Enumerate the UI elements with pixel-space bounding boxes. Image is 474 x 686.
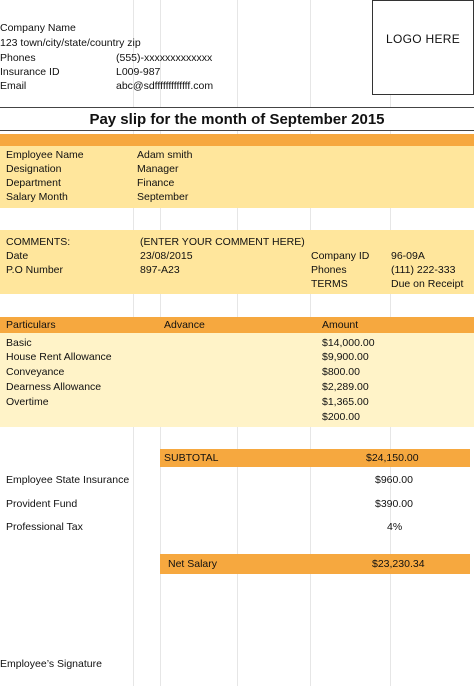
company-email-value: abc@sdfffffffffffff.com: [116, 80, 214, 92]
net-salary-label: Net Salary: [168, 558, 218, 570]
designation-value: Manager: [137, 163, 179, 175]
particular-hra-amount: $9,900.00: [322, 351, 369, 363]
employee-signature-label: Employee’s Signature: [0, 658, 102, 670]
deduction-esi-label: Employee State Insurance: [6, 474, 130, 486]
company-phones-value: (555)-xxxxxxxxxxxxx: [116, 52, 213, 64]
particular-conveyance-label: Conveyance: [6, 366, 65, 378]
comments-label: COMMENTS:: [6, 236, 71, 248]
company-email-label: Email: [0, 80, 27, 92]
salary-month-label: Salary Month: [6, 191, 68, 203]
terms-label: TERMS: [311, 278, 348, 290]
company-name: Company Name: [0, 22, 76, 34]
advance-header-label: Advance: [164, 319, 205, 331]
particular-conveyance-amount: $800.00: [322, 366, 360, 378]
company-phones-label: Phones: [0, 52, 36, 64]
deduction-pt-value: 4%: [387, 521, 403, 533]
particulars-header: [0, 317, 474, 333]
company-id-value: 96-09A: [391, 250, 425, 262]
payslip-title-bar: [0, 107, 474, 131]
amount-header-label: Amount: [322, 319, 359, 331]
subtotal-value: $24,150.00: [366, 452, 419, 464]
payslip-title: Pay slip for the month of September 2015: [89, 111, 385, 128]
department-label: Department: [6, 177, 61, 189]
salary-month-value: September: [137, 191, 189, 203]
logo-text: LOGO HERE: [385, 32, 461, 46]
company-address: 123 town/city/state/country zip: [0, 37, 141, 49]
employee-name-label: Employee Name: [6, 149, 84, 161]
company-id-label: Company ID: [311, 250, 370, 262]
company-phones-value-2: (111) 222-333: [391, 264, 456, 276]
deduction-pf-label: Provident Fund: [6, 498, 78, 510]
net-salary-value: $23,230.34: [372, 558, 425, 570]
deduction-pf-value: $390.00: [375, 498, 413, 510]
company-insurance-label: Insurance ID: [0, 66, 60, 78]
particular-hra-label: House Rent Allowance: [6, 351, 112, 363]
particular-basic-amount: $14,000.00: [322, 337, 375, 349]
subtotal-label: SUBTOTAL: [164, 452, 219, 464]
particular-extra-amount: $200.00: [322, 411, 360, 423]
terms-value: Due on Receipt: [391, 278, 464, 290]
particulars-header-label: Particulars: [6, 319, 56, 331]
particular-basic-label: Basic: [6, 337, 32, 349]
particular-overtime-label: Overtime: [6, 396, 49, 408]
deduction-esi-value: $960.00: [375, 474, 413, 486]
logo-placeholder: [372, 0, 474, 95]
designation-label: Designation: [6, 163, 62, 175]
particular-da-label: Dearness Allowance: [6, 381, 102, 393]
particulars-body: [0, 333, 474, 427]
deduction-pt-label: Professional Tax: [6, 521, 83, 533]
employee-section-header: [0, 134, 474, 146]
date-label: Date: [6, 250, 29, 262]
po-number-label: P.O Number: [6, 264, 63, 276]
date-value: 23/08/2015: [140, 250, 193, 262]
department-value: Finance: [137, 177, 175, 189]
particular-overtime-amount: $1,365.00: [322, 396, 369, 408]
particular-da-amount: $2,289.00: [322, 381, 369, 393]
comments-placeholder[interactable]: (ENTER YOUR COMMENT HERE): [140, 236, 305, 248]
company-insurance-value: L009-987: [116, 66, 161, 78]
company-phones-label-2: Phones: [311, 264, 347, 276]
po-number-value: 897-A23: [140, 264, 180, 276]
employee-name-value: Adam smith: [137, 149, 193, 161]
